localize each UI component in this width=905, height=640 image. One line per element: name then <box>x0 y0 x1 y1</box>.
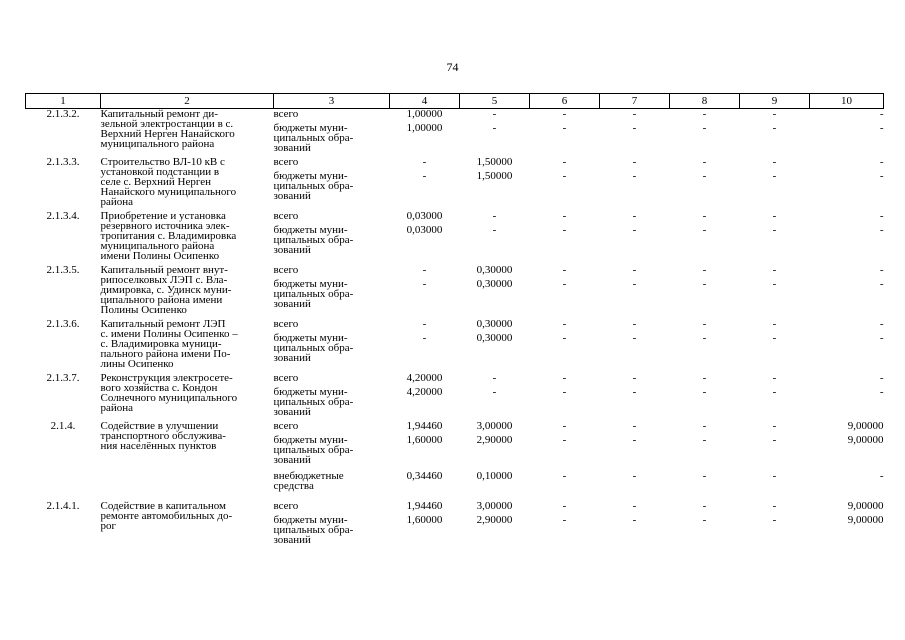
value-col-10: 9,00000 <box>847 433 884 446</box>
value-col-5: 1,50000 <box>476 169 513 182</box>
funding-source: бюджеты муни- ципальных обра- зований <box>273 385 354 418</box>
value-col-8: - <box>702 155 707 168</box>
value-col-10: 9,00000 <box>847 419 884 432</box>
value-col-8: - <box>702 108 707 120</box>
item-number: 2.1.3.7. <box>46 371 80 384</box>
funding-source: всего <box>273 209 299 222</box>
value-col-10: - <box>879 108 884 120</box>
value-col-7: - <box>632 108 637 120</box>
header-col-5: 5 <box>460 94 530 109</box>
value-col-6: - <box>562 419 567 432</box>
value-col-10: - <box>879 223 884 236</box>
value-col-7: - <box>632 499 637 512</box>
funding-source: всего <box>273 499 299 512</box>
value-col-7: - <box>632 121 637 134</box>
value-col-8: - <box>702 263 707 276</box>
value-col-6: - <box>562 469 567 482</box>
value-col-5: - <box>492 108 497 120</box>
value-col-6: - <box>562 385 567 398</box>
value-col-8: - <box>702 513 707 526</box>
value-col-4: 1,60000 <box>406 433 443 446</box>
value-col-9: - <box>772 469 777 482</box>
item-number: 2.1.4.1. <box>46 499 80 512</box>
funding-source: всего <box>273 155 299 168</box>
item-number: 2.1.3.2. <box>46 108 80 120</box>
value-col-9: - <box>772 433 777 446</box>
value-col-4: - <box>422 169 427 182</box>
item-number: 2.1.3.5. <box>46 263 80 276</box>
value-col-8: - <box>702 209 707 222</box>
value-col-8: - <box>702 121 707 134</box>
item-number: 2.1.3.3. <box>46 155 80 168</box>
value-col-5: 2,90000 <box>476 433 513 446</box>
header-col-1: 1 <box>26 94 101 109</box>
header-col-6: 6 <box>530 94 600 109</box>
table-row <box>26 109 884 123</box>
value-col-4: 1,94460 <box>406 419 443 432</box>
value-col-4: 1,94460 <box>406 499 443 512</box>
value-col-7: - <box>632 169 637 182</box>
value-col-4: 0,03000 <box>406 223 443 236</box>
value-col-10: - <box>879 469 884 482</box>
value-col-10: - <box>879 277 884 290</box>
value-col-7: - <box>632 419 637 432</box>
value-col-5: - <box>492 223 497 236</box>
value-col-5: 0,30000 <box>476 277 513 290</box>
value-col-9: - <box>772 499 777 512</box>
value-col-9: - <box>772 263 777 276</box>
item-name: Приобретение и установка резервного источника элек- тропитания с. Владимировка муниципального района имени Полины Осипенко <box>100 209 237 262</box>
item-number: 2.1.3.4. <box>46 209 80 222</box>
value-col-6: - <box>562 513 567 526</box>
value-col-10: - <box>879 385 884 398</box>
value-col-7: - <box>632 209 637 222</box>
value-col-5: - <box>492 371 497 384</box>
value-col-4: - <box>422 331 427 344</box>
value-col-6: - <box>562 433 567 446</box>
funding-source: всего <box>273 317 299 330</box>
value-col-4: 0,34460 <box>406 469 443 482</box>
value-col-10: - <box>879 209 884 222</box>
value-col-7: - <box>632 385 637 398</box>
value-col-9: - <box>772 169 777 182</box>
value-col-7: - <box>632 433 637 446</box>
value-col-4: 1,00000 <box>406 108 443 120</box>
value-col-9: - <box>772 155 777 168</box>
table-body <box>26 109 884 549</box>
value-col-9: - <box>772 121 777 134</box>
value-col-5: - <box>492 385 497 398</box>
value-col-7: - <box>632 469 637 482</box>
value-col-8: - <box>702 169 707 182</box>
value-col-6: - <box>562 371 567 384</box>
value-col-7: - <box>632 155 637 168</box>
value-col-5: 0,10000 <box>476 469 513 482</box>
value-col-9: - <box>772 317 777 330</box>
value-col-5: - <box>492 121 497 134</box>
header-col-10: 10 <box>810 94 884 109</box>
item-number: 2.1.4. <box>50 419 76 432</box>
value-col-4: - <box>422 155 427 168</box>
funding-source: бюджеты муни- ципальных обра- зований <box>273 169 354 202</box>
value-col-8: - <box>702 371 707 384</box>
value-col-6: - <box>562 155 567 168</box>
value-col-7: - <box>632 331 637 344</box>
value-col-6: - <box>562 277 567 290</box>
value-col-9: - <box>772 419 777 432</box>
funding-source: бюджеты муни- ципальных обра- зований <box>273 433 354 466</box>
item-name: Капитальный ремонт внут- рипоселковых ЛЭП с. Вла- димировка, с. Удинск муни- ципального района имени Полины Осипенко <box>100 263 232 316</box>
value-col-8: - <box>702 499 707 512</box>
value-col-6: - <box>562 499 567 512</box>
table-row <box>26 319 884 333</box>
value-col-10: 9,00000 <box>847 499 884 512</box>
value-col-5: - <box>492 209 497 222</box>
value-col-10: - <box>879 331 884 344</box>
value-col-4: 0,03000 <box>406 209 443 222</box>
value-col-10: - <box>879 371 884 384</box>
value-col-10: - <box>879 317 884 330</box>
funding-source: всего <box>273 371 299 384</box>
item-number: 2.1.3.6. <box>46 317 80 330</box>
funding-source: внебюджетные средства <box>273 469 344 492</box>
value-col-8: - <box>702 277 707 290</box>
value-col-9: - <box>772 108 777 120</box>
funding-source: бюджеты муни- ципальных обра- зований <box>273 513 354 546</box>
page-number: 74 <box>446 60 459 74</box>
value-col-4: 4,20000 <box>406 385 443 398</box>
budget-table <box>25 93 884 549</box>
funding-source: всего <box>273 263 299 276</box>
item-name: Содействие в капитальном ремонте автомобильных до- рог <box>100 499 233 532</box>
value-col-6: - <box>562 263 567 276</box>
value-col-9: - <box>772 209 777 222</box>
value-col-5: 3,00000 <box>476 499 513 512</box>
item-name: Реконструкция электросете- вого хозяйства с. Кондон Солнечного муниципального района <box>100 371 238 414</box>
value-col-5: 0,30000 <box>476 263 513 276</box>
header-col-2: 2 <box>101 94 274 109</box>
funding-source: бюджеты муни- ципальных обра- зований <box>273 223 354 256</box>
value-col-7: - <box>632 263 637 276</box>
value-col-6: - <box>562 331 567 344</box>
value-col-8: - <box>702 317 707 330</box>
header-col-7: 7 <box>600 94 670 109</box>
value-col-10: - <box>879 121 884 134</box>
value-col-7: - <box>632 317 637 330</box>
value-col-5: 2,90000 <box>476 513 513 526</box>
table-row <box>26 373 884 387</box>
value-col-10: - <box>879 155 884 168</box>
value-col-6: - <box>562 223 567 236</box>
header-row <box>26 94 884 109</box>
value-col-6: - <box>562 108 567 120</box>
value-col-10: - <box>879 263 884 276</box>
funding-source: бюджеты муни- ципальных обра- зований <box>273 121 354 154</box>
value-col-7: - <box>632 371 637 384</box>
value-col-7: - <box>632 223 637 236</box>
value-col-6: - <box>562 317 567 330</box>
table-row <box>26 211 884 225</box>
value-col-7: - <box>632 277 637 290</box>
header-col-8: 8 <box>670 94 740 109</box>
value-col-9: - <box>772 371 777 384</box>
funding-source: бюджеты муни- ципальных обра- зований <box>273 331 354 364</box>
value-col-8: - <box>702 433 707 446</box>
value-col-6: - <box>562 209 567 222</box>
table-row <box>26 421 884 435</box>
value-col-8: - <box>702 469 707 482</box>
value-col-4: - <box>422 317 427 330</box>
value-col-7: - <box>632 513 637 526</box>
value-col-6: - <box>562 169 567 182</box>
value-col-4: - <box>422 263 427 276</box>
value-col-10: - <box>879 169 884 182</box>
value-col-8: - <box>702 331 707 344</box>
item-name: Капитальный ремонт ди- зельной электростанции в с. Верхний Нерген Нанайского муниципального района <box>100 108 235 150</box>
value-col-8: - <box>702 385 707 398</box>
value-col-9: - <box>772 277 777 290</box>
value-col-9: - <box>772 223 777 236</box>
header-col-3: 3 <box>274 94 390 109</box>
value-col-10: 9,00000 <box>847 513 884 526</box>
value-col-8: - <box>702 419 707 432</box>
funding-source: всего <box>273 419 299 432</box>
item-name: Капитальный ремонт ЛЭП с. имени Полины Осипенко – с. Владимировка муници- пального района имени По- лины Осипенко <box>100 317 238 370</box>
value-col-9: - <box>772 513 777 526</box>
value-col-5: 0,30000 <box>476 317 513 330</box>
header-col-9: 9 <box>740 94 810 109</box>
table-row <box>26 157 884 171</box>
table-row <box>26 501 884 515</box>
value-col-9: - <box>772 385 777 398</box>
value-col-4: 1,60000 <box>406 513 443 526</box>
value-col-4: 1,00000 <box>406 121 443 134</box>
value-col-5: 3,00000 <box>476 419 513 432</box>
header-col-4: 4 <box>390 94 460 109</box>
value-col-9: - <box>772 331 777 344</box>
table-row <box>26 265 884 279</box>
item-name: Строительство ВЛ-10 кВ с установкой подстанции в селе с. Верхний Нерген Нанайского муниципального района <box>100 155 237 208</box>
value-col-5: 1,50000 <box>476 155 513 168</box>
funding-source: бюджеты муни- ципальных обра- зований <box>273 277 354 310</box>
item-name: Содействие в улучшении транспортного обслужива- ния населённых пунктов <box>100 419 226 452</box>
value-col-6: - <box>562 121 567 134</box>
value-col-4: 4,20000 <box>406 371 443 384</box>
value-col-4: - <box>422 277 427 290</box>
value-col-8: - <box>702 223 707 236</box>
funding-source: всего <box>273 108 299 120</box>
value-col-5: 0,30000 <box>476 331 513 344</box>
